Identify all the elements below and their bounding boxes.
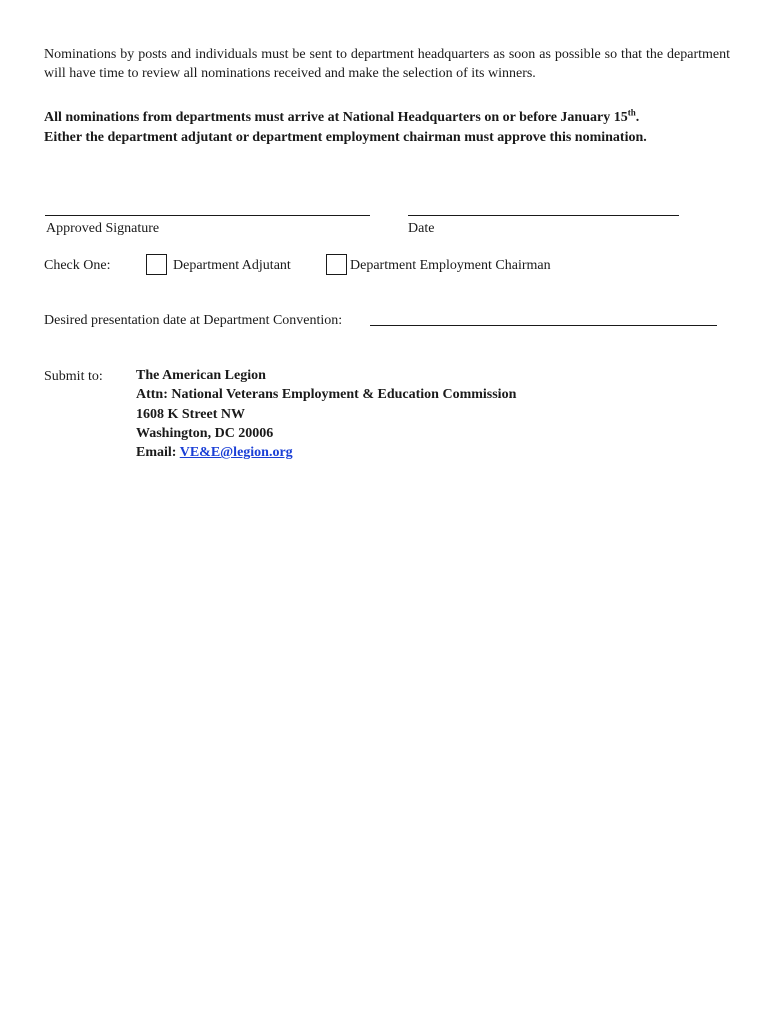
department-adjutant-checkbox[interactable] [146, 254, 167, 275]
submit-to-label: Submit to: [44, 369, 103, 384]
submit-street: 1608 K Street NW [136, 406, 245, 422]
submit-email-link[interactable]: VE&E@legion.org [179, 445, 293, 461]
presentation-date-line[interactable] [370, 325, 717, 326]
department-employment-chairman-checkbox[interactable] [326, 254, 347, 275]
deadline-notice [44, 108, 744, 148]
date-label: Date [408, 221, 435, 236]
submit-email-row [136, 443, 516, 462]
department-employment-chairman-label: Department Employment Chairman [350, 258, 551, 273]
date-line[interactable] [408, 215, 679, 216]
deadline-line-1: All nominations from departments must arrive at National Headquarters on or before January 15th. [44, 107, 640, 125]
deadline-line-2: Either the department adjutant or department employment chairman must approve this nomination. [44, 130, 647, 145]
presentation-date-label: Desired presentation date at Department Convention: [44, 313, 343, 328]
approved-signature-label: Approved Signature [46, 221, 160, 236]
ordinal-suffix: th [627, 107, 636, 118]
department-adjutant-label: Department Adjutant [173, 258, 291, 273]
submit-address [136, 366, 516, 462]
approved-signature-line[interactable] [45, 215, 370, 216]
submit-email-label: Email: [136, 445, 180, 461]
check-one-label: Check One: [44, 258, 111, 273]
submit-city: Washington, DC 20006 [136, 425, 274, 441]
submit-attn: Attn: National Veterans Employment & Education Commission [136, 387, 517, 403]
intro-paragraph: Nominations by posts and individuals must be sent to department headquarters as soon as possible so that the department will have time to review all nominations received and make the selection of its winners. [44, 47, 730, 81]
submit-org: The American Legion [136, 368, 266, 383]
